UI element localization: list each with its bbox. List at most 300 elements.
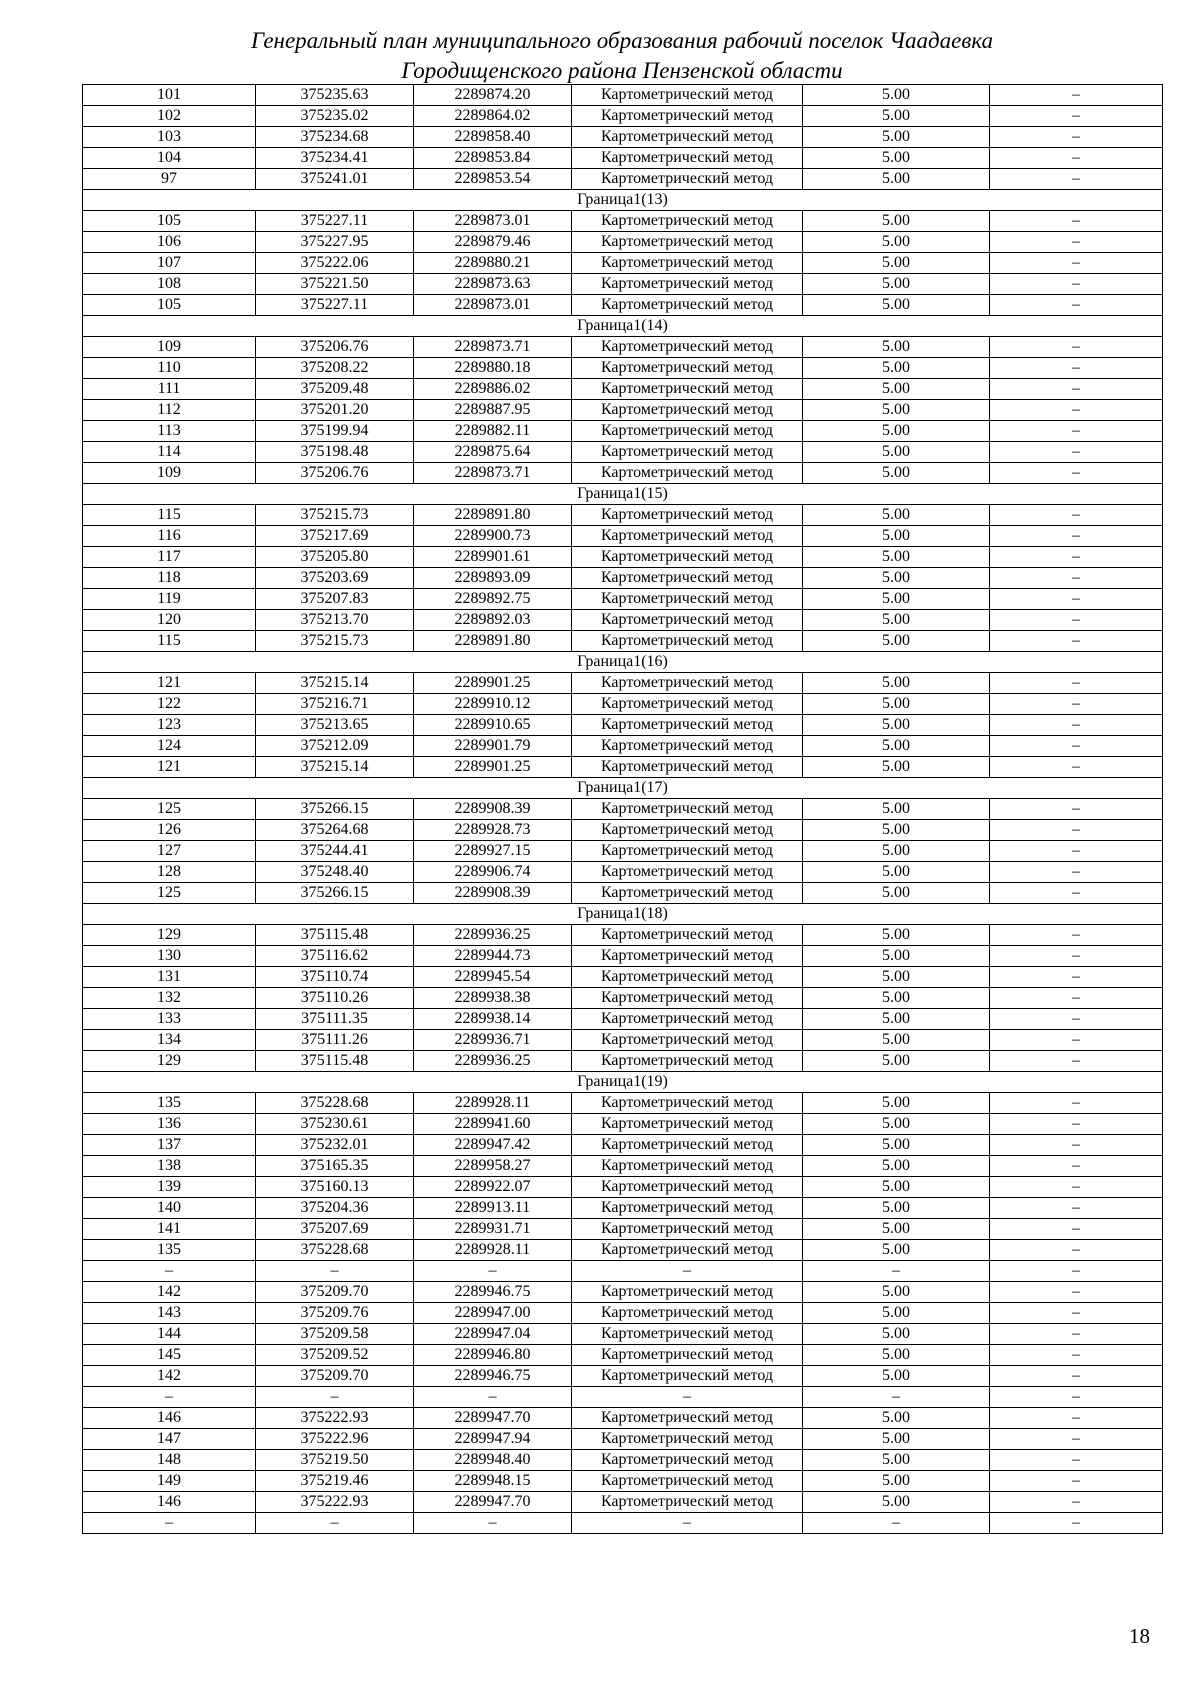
- table-row: [83, 274, 1163, 295]
- method-cell: Картометрический метод: [572, 1345, 803, 1366]
- method-cell: Картометрический метод: [572, 1282, 803, 1303]
- accuracy-cell: 5.00: [803, 547, 990, 568]
- section-label: Граница1(18): [83, 904, 1163, 925]
- method-cell: Картометрический метод: [572, 673, 803, 694]
- x-coordinate-cell: 375209.52: [256, 1345, 414, 1366]
- y-coordinate-cell: 2289931.71: [414, 1219, 572, 1240]
- accuracy-cell: 5.00: [803, 1156, 990, 1177]
- accuracy-cell: –: [803, 1387, 990, 1408]
- note-cell: –: [990, 1135, 1163, 1156]
- y-coordinate-cell: 2289875.64: [414, 442, 572, 463]
- note-cell: –: [990, 1387, 1163, 1408]
- table-row: [83, 547, 1163, 568]
- section-row: [83, 652, 1163, 673]
- section-label: Граница1(19): [83, 1072, 1163, 1093]
- note-cell: –: [990, 1093, 1163, 1114]
- note-cell: –: [990, 988, 1163, 1009]
- method-cell: Картометрический метод: [572, 1450, 803, 1471]
- table-row: [83, 1450, 1163, 1471]
- point-number-cell: 128: [83, 862, 256, 883]
- note-cell: –: [990, 1513, 1163, 1534]
- method-cell: Картометрический метод: [572, 1219, 803, 1240]
- y-coordinate-cell: 2289936.25: [414, 1051, 572, 1072]
- note-cell: –: [990, 1198, 1163, 1219]
- x-coordinate-cell: 375222.06: [256, 253, 414, 274]
- accuracy-cell: 5.00: [803, 1303, 990, 1324]
- method-cell: –: [572, 1387, 803, 1408]
- table-row: [83, 715, 1163, 736]
- y-coordinate-cell: 2289928.73: [414, 820, 572, 841]
- point-number-cell: 139: [83, 1177, 256, 1198]
- table-row: [83, 988, 1163, 1009]
- point-number-cell: 142: [83, 1366, 256, 1387]
- point-number-cell: 109: [83, 337, 256, 358]
- method-cell: Картометрический метод: [572, 1030, 803, 1051]
- point-number-cell: 133: [83, 1009, 256, 1030]
- method-cell: Картометрический метод: [572, 1135, 803, 1156]
- method-cell: Картометрический метод: [572, 547, 803, 568]
- x-coordinate-cell: 375235.02: [256, 106, 414, 127]
- note-cell: –: [990, 1366, 1163, 1387]
- accuracy-cell: 5.00: [803, 988, 990, 1009]
- x-coordinate-cell: 375203.69: [256, 568, 414, 589]
- y-coordinate-cell: 2289853.84: [414, 148, 572, 169]
- method-cell: Картометрический метод: [572, 589, 803, 610]
- accuracy-cell: 5.00: [803, 1177, 990, 1198]
- table-row: [83, 379, 1163, 400]
- x-coordinate-cell: 375204.36: [256, 1198, 414, 1219]
- method-cell: Картометрический метод: [572, 253, 803, 274]
- table-row: [83, 463, 1163, 484]
- note-cell: –: [990, 610, 1163, 631]
- table-row: [83, 862, 1163, 883]
- y-coordinate-cell: 2289880.18: [414, 358, 572, 379]
- table-row: [83, 757, 1163, 778]
- method-cell: Картометрический метод: [572, 757, 803, 778]
- y-coordinate-cell: 2289901.61: [414, 547, 572, 568]
- accuracy-cell: 5.00: [803, 1408, 990, 1429]
- accuracy-cell: 5.00: [803, 1450, 990, 1471]
- y-coordinate-cell: –: [414, 1261, 572, 1282]
- point-number-cell: 105: [83, 211, 256, 232]
- x-coordinate-cell: 375215.73: [256, 505, 414, 526]
- accuracy-cell: 5.00: [803, 505, 990, 526]
- method-cell: Картометрический метод: [572, 1177, 803, 1198]
- y-coordinate-cell: 2289936.25: [414, 925, 572, 946]
- point-number-cell: 134: [83, 1030, 256, 1051]
- section-row: [83, 904, 1163, 925]
- accuracy-cell: 5.00: [803, 337, 990, 358]
- x-coordinate-cell: 375111.26: [256, 1030, 414, 1051]
- x-coordinate-cell: 375248.40: [256, 862, 414, 883]
- x-coordinate-cell: 375232.01: [256, 1135, 414, 1156]
- y-coordinate-cell: 2289908.39: [414, 883, 572, 904]
- y-coordinate-cell: 2289873.01: [414, 211, 572, 232]
- note-cell: –: [990, 337, 1163, 358]
- point-number-cell: 129: [83, 925, 256, 946]
- accuracy-cell: 5.00: [803, 1009, 990, 1030]
- point-number-cell: 106: [83, 232, 256, 253]
- method-cell: Картометрический метод: [572, 715, 803, 736]
- y-coordinate-cell: 2289873.63: [414, 274, 572, 295]
- y-coordinate-cell: 2289882.11: [414, 421, 572, 442]
- y-coordinate-cell: 2289893.09: [414, 568, 572, 589]
- accuracy-cell: 5.00: [803, 715, 990, 736]
- point-number-cell: 136: [83, 1114, 256, 1135]
- x-coordinate-cell: 375221.50: [256, 274, 414, 295]
- note-cell: –: [990, 127, 1163, 148]
- table-row: [83, 841, 1163, 862]
- method-cell: Картометрический метод: [572, 799, 803, 820]
- accuracy-cell: 5.00: [803, 442, 990, 463]
- method-cell: Картометрический метод: [572, 736, 803, 757]
- point-number-cell: 143: [83, 1303, 256, 1324]
- point-number-cell: 141: [83, 1219, 256, 1240]
- note-cell: –: [990, 883, 1163, 904]
- accuracy-cell: 5.00: [803, 526, 990, 547]
- x-coordinate-cell: 375209.70: [256, 1366, 414, 1387]
- x-coordinate-cell: –: [256, 1387, 414, 1408]
- point-number-cell: 135: [83, 1093, 256, 1114]
- x-coordinate-cell: 375234.68: [256, 127, 414, 148]
- y-coordinate-cell: 2289864.02: [414, 106, 572, 127]
- method-cell: Картометрический метод: [572, 358, 803, 379]
- x-coordinate-cell: 375266.15: [256, 883, 414, 904]
- point-number-cell: 108: [83, 274, 256, 295]
- y-coordinate-cell: 2289946.75: [414, 1282, 572, 1303]
- method-cell: Картометрический метод: [572, 232, 803, 253]
- section-label: Граница1(16): [83, 652, 1163, 673]
- method-cell: Картометрический метод: [572, 211, 803, 232]
- method-cell: Картометрический метод: [572, 862, 803, 883]
- table-row: [83, 106, 1163, 127]
- point-number-cell: 125: [83, 883, 256, 904]
- accuracy-cell: 5.00: [803, 1030, 990, 1051]
- x-coordinate-cell: 375115.48: [256, 1051, 414, 1072]
- x-coordinate-cell: 375216.71: [256, 694, 414, 715]
- note-cell: –: [990, 295, 1163, 316]
- note-cell: –: [990, 820, 1163, 841]
- x-coordinate-cell: 375213.70: [256, 610, 414, 631]
- point-number-cell: 146: [83, 1408, 256, 1429]
- point-number-cell: 120: [83, 610, 256, 631]
- accuracy-cell: –: [803, 1261, 990, 1282]
- x-coordinate-cell: 375111.35: [256, 1009, 414, 1030]
- point-number-cell: –: [83, 1387, 256, 1408]
- document-header: [82, 26, 1162, 86]
- accuracy-cell: 5.00: [803, 967, 990, 988]
- accuracy-cell: 5.00: [803, 127, 990, 148]
- point-number-cell: 112: [83, 400, 256, 421]
- table-row: [83, 400, 1163, 421]
- note-cell: –: [990, 841, 1163, 862]
- accuracy-cell: 5.00: [803, 757, 990, 778]
- x-coordinate-cell: 375206.76: [256, 463, 414, 484]
- point-number-cell: 145: [83, 1345, 256, 1366]
- method-cell: Картометрический метод: [572, 841, 803, 862]
- x-coordinate-cell: 375244.41: [256, 841, 414, 862]
- y-coordinate-cell: 2289853.54: [414, 169, 572, 190]
- point-number-cell: 97: [83, 169, 256, 190]
- method-cell: Картометрический метод: [572, 1009, 803, 1030]
- section-label: Граница1(13): [83, 190, 1163, 211]
- y-coordinate-cell: 2289901.25: [414, 757, 572, 778]
- table-row: [83, 442, 1163, 463]
- section-label: Граница1(15): [83, 484, 1163, 505]
- method-cell: Картометрический метод: [572, 1492, 803, 1513]
- method-cell: Картометрический метод: [572, 148, 803, 169]
- x-coordinate-cell: 375116.62: [256, 946, 414, 967]
- y-coordinate-cell: 2289901.79: [414, 736, 572, 757]
- point-number-cell: 124: [83, 736, 256, 757]
- point-number-cell: 135: [83, 1240, 256, 1261]
- table-row: [83, 1429, 1163, 1450]
- section-label: Граница1(17): [83, 778, 1163, 799]
- y-coordinate-cell: 2289938.38: [414, 988, 572, 1009]
- point-number-cell: 114: [83, 442, 256, 463]
- y-coordinate-cell: 2289944.73: [414, 946, 572, 967]
- point-number-cell: 121: [83, 673, 256, 694]
- accuracy-cell: 5.00: [803, 1324, 990, 1345]
- y-coordinate-cell: 2289873.01: [414, 295, 572, 316]
- method-cell: Картометрический метод: [572, 1198, 803, 1219]
- method-cell: –: [572, 1513, 803, 1534]
- method-cell: Картометрический метод: [572, 85, 803, 106]
- note-cell: –: [990, 799, 1163, 820]
- page-number: 18: [1129, 1624, 1150, 1648]
- x-coordinate-cell: 375222.93: [256, 1408, 414, 1429]
- y-coordinate-cell: 2289927.15: [414, 841, 572, 862]
- method-cell: Картометрический метод: [572, 925, 803, 946]
- y-coordinate-cell: 2289928.11: [414, 1093, 572, 1114]
- method-cell: Картометрический метод: [572, 631, 803, 652]
- x-coordinate-cell: 375215.14: [256, 757, 414, 778]
- method-cell: Картометрический метод: [572, 610, 803, 631]
- method-cell: –: [572, 1261, 803, 1282]
- point-number-cell: 116: [83, 526, 256, 547]
- y-coordinate-cell: 2289947.42: [414, 1135, 572, 1156]
- table-row: [83, 211, 1163, 232]
- note-cell: –: [990, 1051, 1163, 1072]
- accuracy-cell: 5.00: [803, 736, 990, 757]
- y-coordinate-cell: 2289946.75: [414, 1366, 572, 1387]
- table-row: [83, 568, 1163, 589]
- table-row: [83, 253, 1163, 274]
- table-row: [83, 1324, 1163, 1345]
- accuracy-cell: 5.00: [803, 799, 990, 820]
- table-row: [83, 1513, 1163, 1534]
- y-coordinate-cell: 2289922.07: [414, 1177, 572, 1198]
- x-coordinate-cell: 375222.93: [256, 1492, 414, 1513]
- accuracy-cell: 5.00: [803, 1051, 990, 1072]
- point-number-cell: 109: [83, 463, 256, 484]
- point-number-cell: 147: [83, 1429, 256, 1450]
- method-cell: Картометрический метод: [572, 421, 803, 442]
- note-cell: –: [990, 505, 1163, 526]
- y-coordinate-cell: 2289873.71: [414, 463, 572, 484]
- accuracy-cell: 5.00: [803, 820, 990, 841]
- method-cell: Картометрический метод: [572, 442, 803, 463]
- note-cell: –: [990, 85, 1163, 106]
- section-row: [83, 316, 1163, 337]
- x-coordinate-cell: 375209.58: [256, 1324, 414, 1345]
- note-cell: –: [990, 442, 1163, 463]
- note-cell: –: [990, 1492, 1163, 1513]
- x-coordinate-cell: 375110.26: [256, 988, 414, 1009]
- accuracy-cell: 5.00: [803, 1114, 990, 1135]
- accuracy-cell: 5.00: [803, 568, 990, 589]
- x-coordinate-cell: 375201.20: [256, 400, 414, 421]
- y-coordinate-cell: 2289874.20: [414, 85, 572, 106]
- x-coordinate-cell: 375228.68: [256, 1240, 414, 1261]
- y-coordinate-cell: 2289910.12: [414, 694, 572, 715]
- accuracy-cell: 5.00: [803, 883, 990, 904]
- x-coordinate-cell: 375160.13: [256, 1177, 414, 1198]
- point-number-cell: 121: [83, 757, 256, 778]
- point-number-cell: 131: [83, 967, 256, 988]
- table-row: [83, 1051, 1163, 1072]
- method-cell: Картометрический метод: [572, 379, 803, 400]
- note-cell: –: [990, 1408, 1163, 1429]
- x-coordinate-cell: 375235.63: [256, 85, 414, 106]
- x-coordinate-cell: –: [256, 1261, 414, 1282]
- point-number-cell: 111: [83, 379, 256, 400]
- table-row: [83, 1219, 1163, 1240]
- point-number-cell: 146: [83, 1492, 256, 1513]
- note-cell: –: [990, 1261, 1163, 1282]
- note-cell: –: [990, 211, 1163, 232]
- note-cell: –: [990, 631, 1163, 652]
- method-cell: Картометрический метод: [572, 988, 803, 1009]
- note-cell: –: [990, 379, 1163, 400]
- note-cell: –: [990, 169, 1163, 190]
- method-cell: Картометрический метод: [572, 1051, 803, 1072]
- method-cell: Картометрический метод: [572, 1366, 803, 1387]
- accuracy-cell: 5.00: [803, 169, 990, 190]
- table-row: [83, 1492, 1163, 1513]
- table-row: [83, 169, 1163, 190]
- accuracy-cell: 5.00: [803, 841, 990, 862]
- method-cell: Картометрический метод: [572, 1471, 803, 1492]
- point-number-cell: 119: [83, 589, 256, 610]
- table-row: [83, 1408, 1163, 1429]
- coordinates-table-body: [83, 85, 1163, 1534]
- point-number-cell: 149: [83, 1471, 256, 1492]
- table-row: [83, 1303, 1163, 1324]
- table-row: [83, 1030, 1163, 1051]
- method-cell: Картометрический метод: [572, 694, 803, 715]
- note-cell: –: [990, 1471, 1163, 1492]
- table-row: [83, 1135, 1163, 1156]
- table-row: [83, 1261, 1163, 1282]
- x-coordinate-cell: 375209.76: [256, 1303, 414, 1324]
- note-cell: –: [990, 1324, 1163, 1345]
- note-cell: –: [990, 106, 1163, 127]
- x-coordinate-cell: –: [256, 1513, 414, 1534]
- x-coordinate-cell: 375206.76: [256, 337, 414, 358]
- method-cell: Картометрический метод: [572, 1156, 803, 1177]
- table-row: [83, 946, 1163, 967]
- x-coordinate-cell: 375227.11: [256, 295, 414, 316]
- point-number-cell: 127: [83, 841, 256, 862]
- table-row: [83, 1177, 1163, 1198]
- point-number-cell: 105: [83, 295, 256, 316]
- y-coordinate-cell: 2289873.71: [414, 337, 572, 358]
- x-coordinate-cell: 375215.14: [256, 673, 414, 694]
- table-row: [83, 1114, 1163, 1135]
- y-coordinate-cell: 2289891.80: [414, 631, 572, 652]
- accuracy-cell: 5.00: [803, 1429, 990, 1450]
- accuracy-cell: 5.00: [803, 589, 990, 610]
- accuracy-cell: 5.00: [803, 232, 990, 253]
- x-coordinate-cell: 375209.70: [256, 1282, 414, 1303]
- x-coordinate-cell: 375241.01: [256, 169, 414, 190]
- accuracy-cell: 5.00: [803, 925, 990, 946]
- table-row: [83, 925, 1163, 946]
- accuracy-cell: 5.00: [803, 1471, 990, 1492]
- method-cell: Картометрический метод: [572, 337, 803, 358]
- section-row: [83, 190, 1163, 211]
- section-row: [83, 778, 1163, 799]
- accuracy-cell: 5.00: [803, 862, 990, 883]
- y-coordinate-cell: 2289936.71: [414, 1030, 572, 1051]
- x-coordinate-cell: 375209.48: [256, 379, 414, 400]
- accuracy-cell: 5.00: [803, 148, 990, 169]
- table-row: [83, 421, 1163, 442]
- y-coordinate-cell: 2289901.25: [414, 673, 572, 694]
- point-number-cell: –: [83, 1513, 256, 1534]
- note-cell: –: [990, 1156, 1163, 1177]
- note-cell: –: [990, 736, 1163, 757]
- point-number-cell: 101: [83, 85, 256, 106]
- note-cell: –: [990, 967, 1163, 988]
- method-cell: Картометрический метод: [572, 1324, 803, 1345]
- y-coordinate-cell: –: [414, 1387, 572, 1408]
- y-coordinate-cell: 2289938.14: [414, 1009, 572, 1030]
- y-coordinate-cell: 2289941.60: [414, 1114, 572, 1135]
- method-cell: Картометрический метод: [572, 1429, 803, 1450]
- accuracy-cell: 5.00: [803, 1198, 990, 1219]
- note-cell: –: [990, 1219, 1163, 1240]
- x-coordinate-cell: 375207.83: [256, 589, 414, 610]
- point-number-cell: 132: [83, 988, 256, 1009]
- method-cell: Картометрический метод: [572, 463, 803, 484]
- table-row: [83, 967, 1163, 988]
- x-coordinate-cell: 375208.22: [256, 358, 414, 379]
- method-cell: Картометрический метод: [572, 526, 803, 547]
- method-cell: Картометрический метод: [572, 400, 803, 421]
- x-coordinate-cell: 375219.50: [256, 1450, 414, 1471]
- x-coordinate-cell: 375165.35: [256, 1156, 414, 1177]
- accuracy-cell: 5.00: [803, 1492, 990, 1513]
- note-cell: –: [990, 715, 1163, 736]
- table-row: [83, 673, 1163, 694]
- accuracy-cell: 5.00: [803, 400, 990, 421]
- note-cell: –: [990, 925, 1163, 946]
- y-coordinate-cell: 2289948.40: [414, 1450, 572, 1471]
- table-row: [83, 694, 1163, 715]
- x-coordinate-cell: 375227.95: [256, 232, 414, 253]
- y-coordinate-cell: 2289947.04: [414, 1324, 572, 1345]
- table-row: [83, 1471, 1163, 1492]
- header-title-line-1: Генеральный план муниципального образования рабочий поселок Чаадаевка: [250, 28, 994, 53]
- table-row: [83, 85, 1163, 106]
- y-coordinate-cell: 2289945.54: [414, 967, 572, 988]
- y-coordinate-cell: 2289892.75: [414, 589, 572, 610]
- accuracy-cell: 5.00: [803, 1345, 990, 1366]
- method-cell: Картометрический метод: [572, 1303, 803, 1324]
- method-cell: Картометрический метод: [572, 169, 803, 190]
